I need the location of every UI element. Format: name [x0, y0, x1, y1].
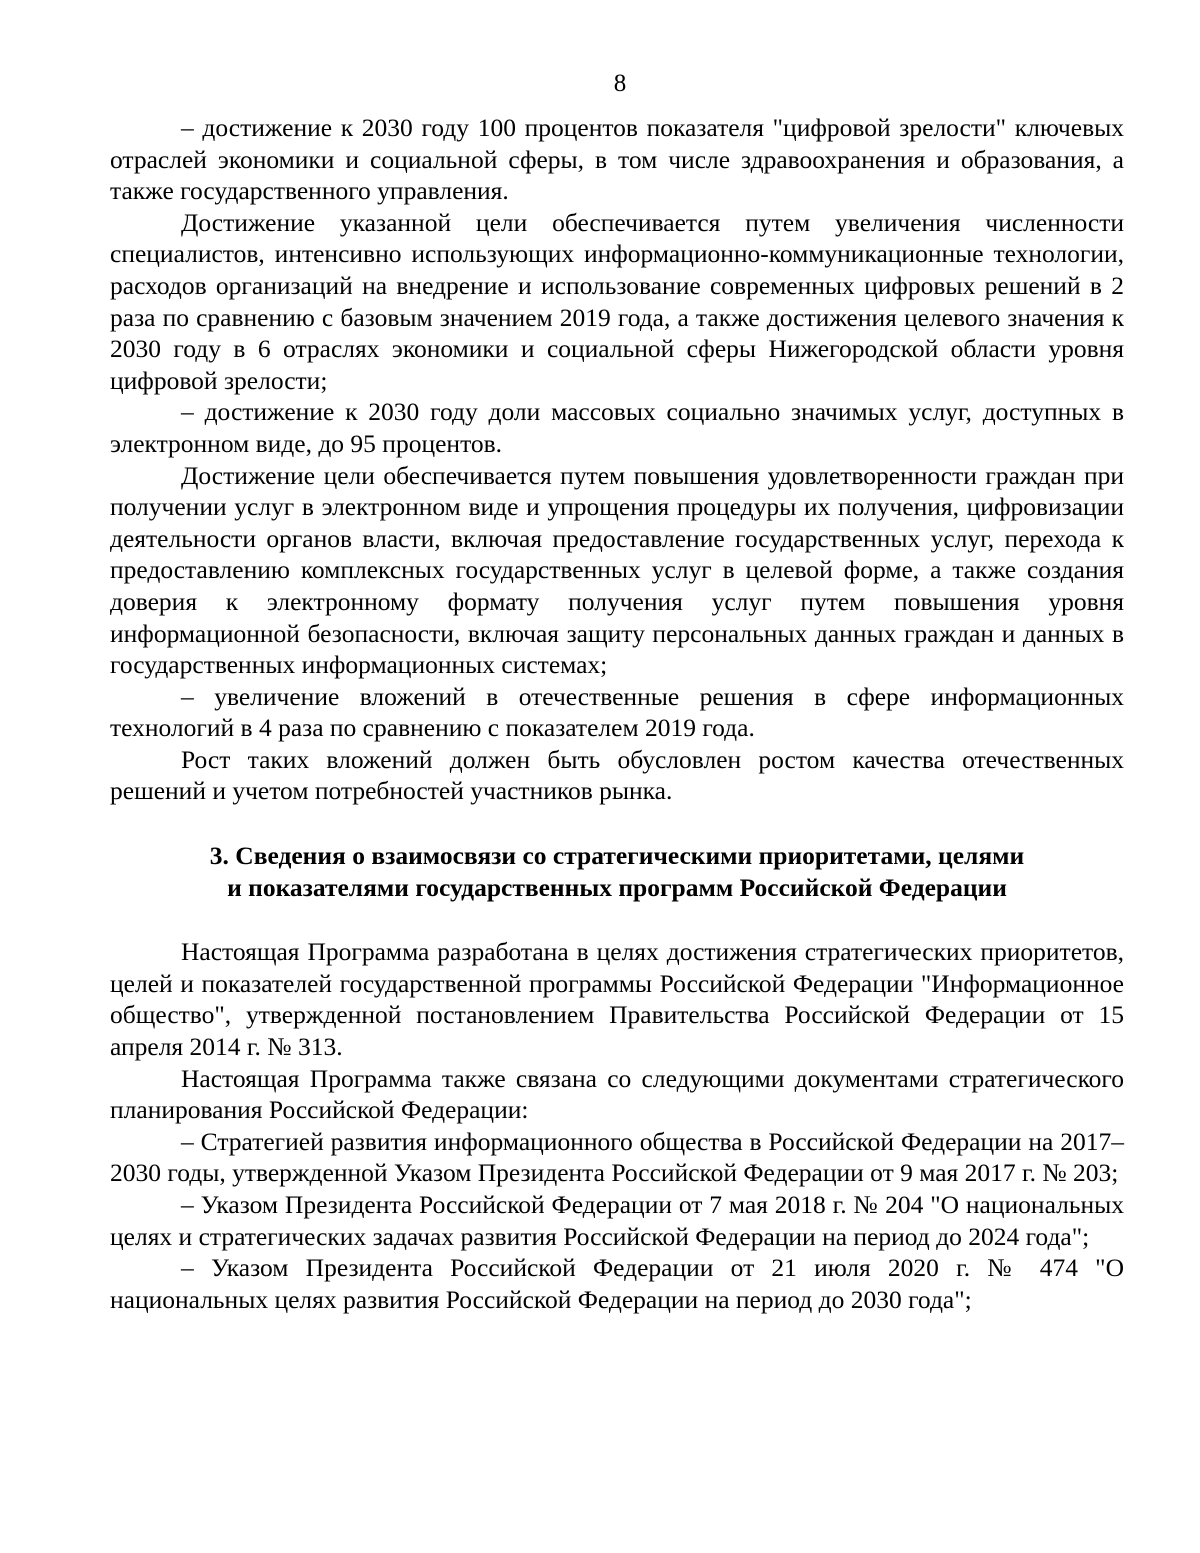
section-heading-line-2: и показателями государственных программ Российской Федерации — [227, 872, 1007, 902]
paragraph-related-documents: Настоящая Программа также связана со следующими документами стратегического планирования Российской Федерации: — [110, 1063, 1124, 1125]
paragraph-decree-474: – Указом Президента Российской Федерации от 21 июля 2020 г. № 474 "О национальных целях развития Российской Федерации на период до 2030 года"; — [110, 1253, 1124, 1314]
paragraph-investments: – увеличение вложений в отечественные решения в сфере информационных технологий в 4 раза по сравнению с показателем 2019 года. — [110, 681, 1124, 743]
paragraph-digital-maturity: – достижение к 2030 году 100 процентов показателя "цифровой зрелости" ключевых отраслей экономики и социальной сферы, в том числе здравоохранения и образования, а также государственного управления. — [110, 113, 1124, 206]
paragraph-satisfaction: Достижение цели обеспечивается путем повышения удовлетворенности граждан при получении услуг в электронном виде и упрощения процедуры их получения, цифровизации деятельности органов власти, включая предоставление государственных услуг, перехода к предоставлению комплексных государственных услуг в целевой форме, а также создания доверия к электронному формату получения услуг путем повышения уровня информационной безопасности, включая защиту персональных данных граждан и данных в государственных информационных системах; — [110, 460, 1124, 680]
paragraph-program-goals: Настоящая Программа разработана в целях достижения стратегических приоритетов, целей и показателей государственной программы Российской Федерации "Информационное общество", утвержденной постановлением Правительства Российской Федерации от 15 апреля 2014 г. № 313. — [110, 937, 1124, 1062]
section-heading — [110, 840, 1124, 903]
paragraph-specialists: Достижение указанной цели обеспечивается путем увеличения численности специалистов, интенсивно использующих информационно-коммуникационные технологии, расходов организаций на внедрение и использование современных цифровых решений в 2 раза по сравнению с базовым значением 2019 года, а также достижения целевого значения к 2030 году в 6 отраслях экономики и социальной сферы Нижегородской области уровня цифровой зрелости; — [110, 207, 1124, 395]
paragraph-investment-growth: Рост таких вложений должен быть обусловлен ростом качества отечественных решений и учетом потребностей участников рынка. — [110, 744, 1124, 806]
paragraph-strategy-2017: – Стратегией развития информационного общества в Российской Федерации на 2017–2030 годы, утвержденной Указом Президента Российской Федерации от 9 мая 2017 г. № 203; — [110, 1126, 1124, 1188]
section-heading-line-1: 3. Сведения о взаимосвязи со стратегическими приоритетами, целями — [209, 841, 1025, 871]
paragraph-decree-204: – Указом Президента Российской Федерации от 7 мая 2018 г. № 204 "О национальных целях и стратегических задачах развития Российской Федерации на период до 2024 года"; — [110, 1190, 1124, 1251]
page-number: 8 — [613, 70, 627, 97]
paragraph-public-services: – достижение к 2030 году доли массовых социально значимых услуг, доступных в электронном виде, до 95 процентов. — [110, 397, 1124, 458]
document-body — [110, 112, 1124, 1315]
